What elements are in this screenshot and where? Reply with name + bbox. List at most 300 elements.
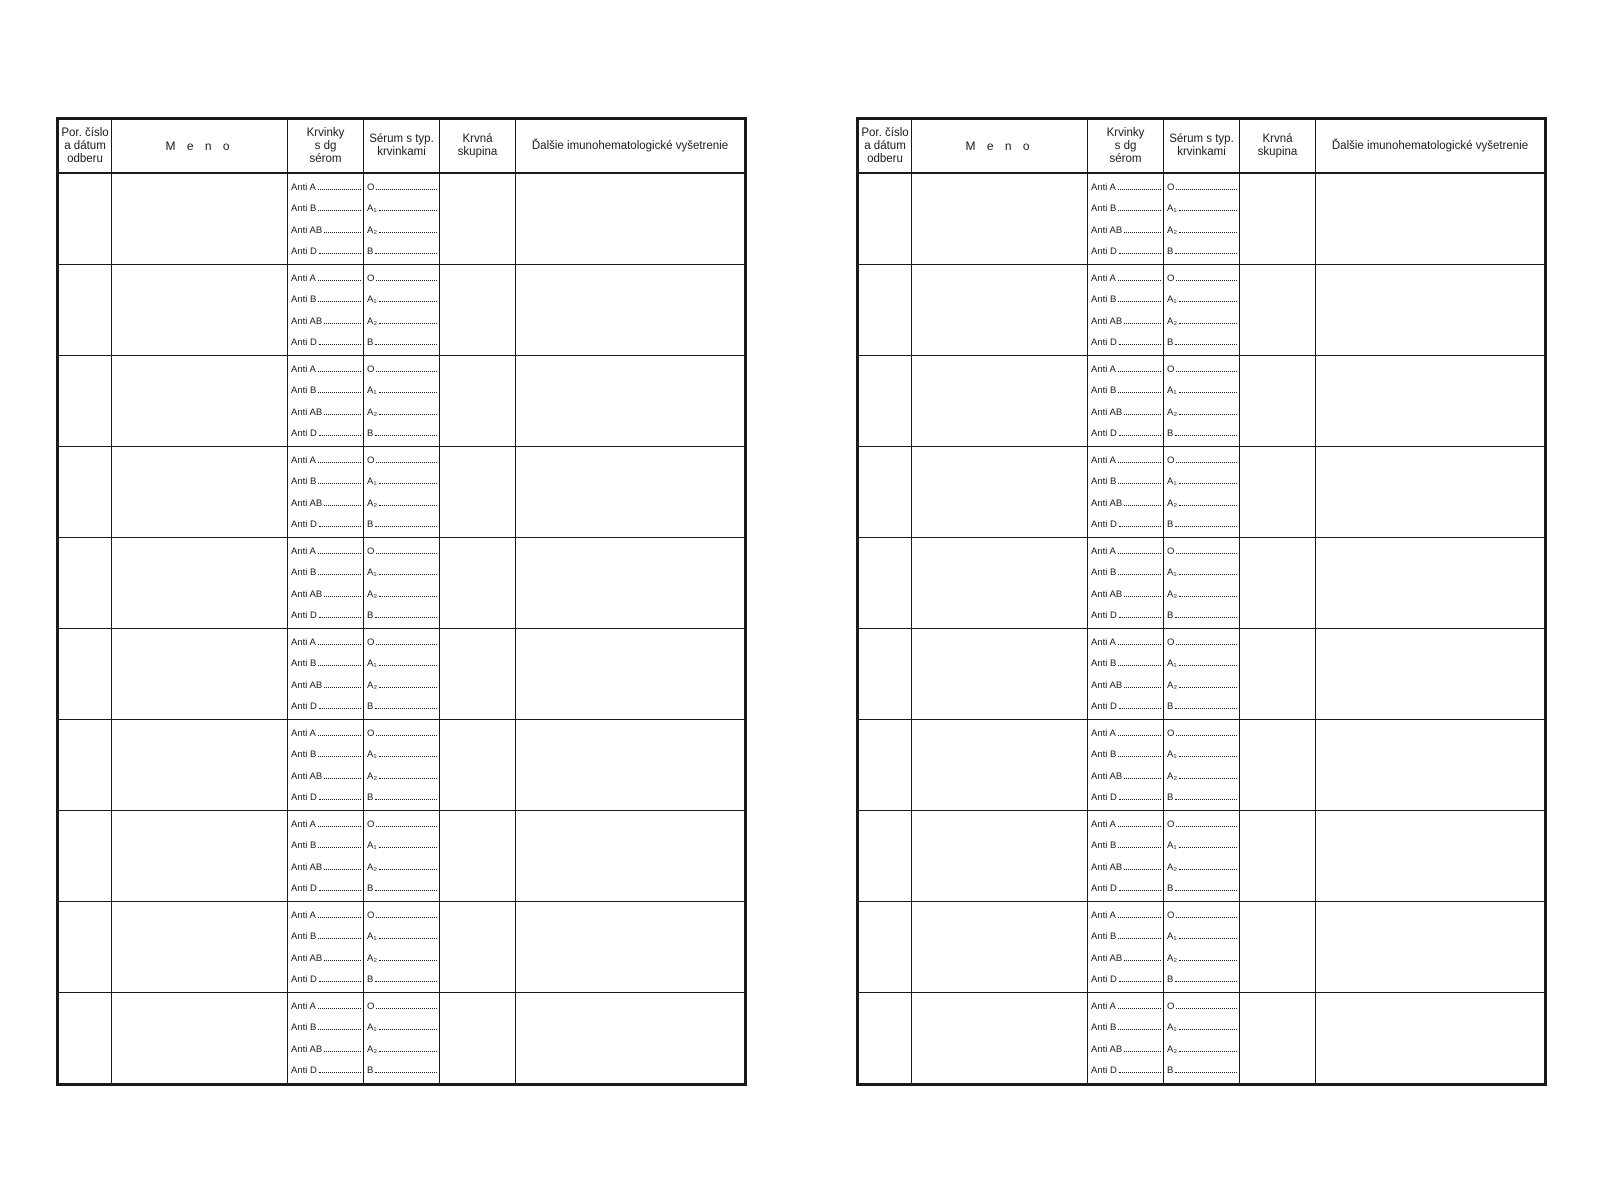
fill-in-dotted-line[interactable] — [1179, 475, 1237, 484]
serum-line[interactable] — [367, 636, 437, 648]
meno-cell[interactable] — [112, 538, 288, 629]
dalsie-cell[interactable] — [1316, 720, 1546, 811]
dalsie-cell[interactable] — [516, 902, 746, 993]
serum-line[interactable] — [1167, 475, 1237, 487]
fill-in-dotted-line[interactable] — [1119, 336, 1161, 345]
krvinky-line[interactable] — [1091, 748, 1161, 760]
por-cislo-cell[interactable] — [58, 173, 112, 265]
krvinky-line[interactable] — [1091, 930, 1161, 942]
meno-cell[interactable] — [912, 902, 1088, 993]
fill-in-dotted-line[interactable] — [1176, 454, 1237, 463]
fill-in-dotted-line[interactable] — [379, 770, 437, 779]
fill-in-dotted-line[interactable] — [379, 748, 437, 757]
serum-line[interactable] — [1167, 518, 1237, 530]
por-cislo-cell[interactable] — [858, 265, 912, 356]
fill-in-dotted-line[interactable] — [1124, 497, 1161, 506]
krvinky-line[interactable] — [291, 700, 361, 712]
meno-cell[interactable] — [112, 811, 288, 902]
serum-line[interactable] — [367, 224, 437, 236]
serum-line[interactable] — [367, 818, 437, 830]
fill-in-dotted-line[interactable] — [1179, 224, 1237, 233]
dalsie-cell[interactable] — [516, 629, 746, 720]
fill-in-dotted-line[interactable] — [1118, 909, 1161, 918]
krvinky-line[interactable] — [1091, 657, 1161, 669]
fill-in-dotted-line[interactable] — [375, 791, 437, 800]
krvinky-line[interactable] — [1091, 454, 1161, 466]
fill-in-dotted-line[interactable] — [1118, 293, 1161, 302]
krvinky-line[interactable] — [1091, 1064, 1161, 1076]
fill-in-dotted-line[interactable] — [1118, 363, 1161, 372]
fill-in-dotted-line[interactable] — [376, 545, 437, 554]
krvna-skupina-cell[interactable] — [1240, 447, 1316, 538]
serum-line[interactable] — [367, 475, 437, 487]
fill-in-dotted-line[interactable] — [324, 770, 361, 779]
krvinky-line[interactable] — [1091, 363, 1161, 375]
fill-in-dotted-line[interactable] — [318, 636, 361, 645]
por-cislo-cell[interactable] — [58, 811, 112, 902]
krvinky-line[interactable] — [1091, 839, 1161, 851]
fill-in-dotted-line[interactable] — [1175, 882, 1237, 891]
fill-in-dotted-line[interactable] — [1179, 679, 1237, 688]
fill-in-dotted-line[interactable] — [319, 882, 361, 891]
dalsie-cell[interactable] — [516, 356, 746, 447]
fill-in-dotted-line[interactable] — [375, 882, 437, 891]
serum-line[interactable] — [367, 336, 437, 348]
serum-line[interactable] — [1167, 636, 1237, 648]
krvinky-line[interactable] — [1091, 293, 1161, 305]
fill-in-dotted-line[interactable] — [319, 700, 361, 709]
fill-in-dotted-line[interactable] — [376, 272, 437, 281]
serum-line[interactable] — [1167, 1043, 1237, 1055]
fill-in-dotted-line[interactable] — [318, 545, 361, 554]
fill-in-dotted-line[interactable] — [379, 406, 437, 415]
krvinky-line[interactable] — [1091, 224, 1161, 236]
fill-in-dotted-line[interactable] — [1118, 636, 1161, 645]
serum-line[interactable] — [367, 406, 437, 418]
krvinky-line[interactable] — [291, 566, 361, 578]
fill-in-dotted-line[interactable] — [379, 497, 437, 506]
serum-line[interactable] — [367, 518, 437, 530]
fill-in-dotted-line[interactable] — [319, 973, 361, 982]
fill-in-dotted-line[interactable] — [376, 818, 437, 827]
serum-line[interactable] — [1167, 909, 1237, 921]
fill-in-dotted-line[interactable] — [1176, 727, 1237, 736]
krvinky-line[interactable] — [291, 930, 361, 942]
krvinky-line[interactable] — [1091, 818, 1161, 830]
meno-cell[interactable] — [912, 720, 1088, 811]
krvinky-line[interactable] — [291, 181, 361, 193]
serum-line[interactable] — [367, 748, 437, 760]
fill-in-dotted-line[interactable] — [1176, 181, 1237, 190]
serum-line[interactable] — [1167, 657, 1237, 669]
dalsie-cell[interactable] — [516, 265, 746, 356]
krvna-skupina-cell[interactable] — [440, 811, 516, 902]
serum-line[interactable] — [1167, 700, 1237, 712]
fill-in-dotted-line[interactable] — [379, 475, 437, 484]
meno-cell[interactable] — [912, 447, 1088, 538]
fill-in-dotted-line[interactable] — [1124, 1043, 1161, 1052]
fill-in-dotted-line[interactable] — [379, 930, 437, 939]
serum-line[interactable] — [1167, 1000, 1237, 1012]
fill-in-dotted-line[interactable] — [1118, 748, 1161, 757]
meno-cell[interactable] — [112, 993, 288, 1085]
krvinky-line[interactable] — [1091, 588, 1161, 600]
krvinky-line[interactable] — [1091, 1021, 1161, 1033]
fill-in-dotted-line[interactable] — [1179, 293, 1237, 302]
fill-in-dotted-line[interactable] — [375, 700, 437, 709]
meno-cell[interactable] — [912, 811, 1088, 902]
serum-line[interactable] — [1167, 727, 1237, 739]
serum-line[interactable] — [367, 545, 437, 557]
fill-in-dotted-line[interactable] — [324, 861, 361, 870]
serum-line[interactable] — [1167, 748, 1237, 760]
fill-in-dotted-line[interactable] — [1118, 454, 1161, 463]
fill-in-dotted-line[interactable] — [1179, 588, 1237, 597]
fill-in-dotted-line[interactable] — [319, 427, 361, 436]
krvinky-line[interactable] — [1091, 202, 1161, 214]
serum-line[interactable] — [367, 609, 437, 621]
krvinky-line[interactable] — [1091, 791, 1161, 803]
dalsie-cell[interactable] — [1316, 265, 1546, 356]
krvna-skupina-cell[interactable] — [440, 265, 516, 356]
por-cislo-cell[interactable] — [58, 993, 112, 1085]
serum-line[interactable] — [1167, 1021, 1237, 1033]
fill-in-dotted-line[interactable] — [1118, 818, 1161, 827]
krvinky-line[interactable] — [1091, 609, 1161, 621]
fill-in-dotted-line[interactable] — [1175, 609, 1237, 618]
serum-line[interactable] — [1167, 202, 1237, 214]
dalsie-cell[interactable] — [1316, 902, 1546, 993]
fill-in-dotted-line[interactable] — [1118, 839, 1161, 848]
meno-cell[interactable] — [912, 629, 1088, 720]
serum-line[interactable] — [367, 909, 437, 921]
fill-in-dotted-line[interactable] — [319, 245, 361, 254]
serum-line[interactable] — [367, 1021, 437, 1033]
krvinky-line[interactable] — [1091, 952, 1161, 964]
krvinky-line[interactable] — [291, 1021, 361, 1033]
krvinky-line[interactable] — [1091, 427, 1161, 439]
dalsie-cell[interactable] — [1316, 993, 1546, 1085]
por-cislo-cell[interactable] — [58, 720, 112, 811]
fill-in-dotted-line[interactable] — [376, 636, 437, 645]
dalsie-cell[interactable] — [1316, 356, 1546, 447]
krvinky-line[interactable] — [291, 315, 361, 327]
dalsie-cell[interactable] — [516, 811, 746, 902]
serum-line[interactable] — [367, 770, 437, 782]
krvna-skupina-cell[interactable] — [440, 629, 516, 720]
krvinky-line[interactable] — [291, 679, 361, 691]
fill-in-dotted-line[interactable] — [375, 245, 437, 254]
fill-in-dotted-line[interactable] — [318, 272, 361, 281]
fill-in-dotted-line[interactable] — [379, 952, 437, 961]
fill-in-dotted-line[interactable] — [1179, 384, 1237, 393]
fill-in-dotted-line[interactable] — [318, 727, 361, 736]
krvinky-line[interactable] — [1091, 566, 1161, 578]
por-cislo-cell[interactable] — [858, 993, 912, 1085]
fill-in-dotted-line[interactable] — [318, 293, 361, 302]
serum-line[interactable] — [1167, 497, 1237, 509]
krvna-skupina-cell[interactable] — [440, 447, 516, 538]
fill-in-dotted-line[interactable] — [324, 1043, 361, 1052]
krvinky-line[interactable] — [1091, 406, 1161, 418]
dalsie-cell[interactable] — [516, 447, 746, 538]
krvna-skupina-cell[interactable] — [1240, 538, 1316, 629]
dalsie-cell[interactable] — [1316, 811, 1546, 902]
krvinky-line[interactable] — [291, 748, 361, 760]
krvna-skupina-cell[interactable] — [440, 538, 516, 629]
fill-in-dotted-line[interactable] — [1179, 406, 1237, 415]
fill-in-dotted-line[interactable] — [1124, 588, 1161, 597]
serum-line[interactable] — [1167, 818, 1237, 830]
fill-in-dotted-line[interactable] — [379, 839, 437, 848]
krvna-skupina-cell[interactable] — [1240, 720, 1316, 811]
fill-in-dotted-line[interactable] — [324, 952, 361, 961]
fill-in-dotted-line[interactable] — [379, 224, 437, 233]
krvinky-line[interactable] — [291, 727, 361, 739]
fill-in-dotted-line[interactable] — [318, 202, 361, 211]
serum-line[interactable] — [1167, 930, 1237, 942]
krvinky-line[interactable] — [291, 861, 361, 873]
krvinky-line[interactable] — [291, 973, 361, 985]
meno-cell[interactable] — [912, 265, 1088, 356]
fill-in-dotted-line[interactable] — [1176, 363, 1237, 372]
fill-in-dotted-line[interactable] — [1124, 406, 1161, 415]
krvinky-line[interactable] — [291, 657, 361, 669]
serum-line[interactable] — [367, 315, 437, 327]
serum-line[interactable] — [1167, 861, 1237, 873]
serum-line[interactable] — [367, 930, 437, 942]
fill-in-dotted-line[interactable] — [1118, 1000, 1161, 1009]
fill-in-dotted-line[interactable] — [1176, 272, 1237, 281]
fill-in-dotted-line[interactable] — [324, 406, 361, 415]
serum-line[interactable] — [1167, 272, 1237, 284]
serum-line[interactable] — [1167, 427, 1237, 439]
fill-in-dotted-line[interactable] — [1175, 518, 1237, 527]
fill-in-dotted-line[interactable] — [1179, 839, 1237, 848]
serum-line[interactable] — [1167, 224, 1237, 236]
serum-line[interactable] — [367, 1064, 437, 1076]
krvinky-line[interactable] — [291, 272, 361, 284]
por-cislo-cell[interactable] — [58, 902, 112, 993]
serum-line[interactable] — [367, 861, 437, 873]
krvinky-line[interactable] — [1091, 545, 1161, 557]
krvinky-line[interactable] — [291, 384, 361, 396]
fill-in-dotted-line[interactable] — [1118, 384, 1161, 393]
serum-line[interactable] — [367, 566, 437, 578]
fill-in-dotted-line[interactable] — [1124, 861, 1161, 870]
fill-in-dotted-line[interactable] — [1176, 818, 1237, 827]
krvinky-line[interactable] — [291, 818, 361, 830]
krvinky-line[interactable] — [1091, 384, 1161, 396]
krvna-skupina-cell[interactable] — [440, 720, 516, 811]
fill-in-dotted-line[interactable] — [324, 588, 361, 597]
krvinky-line[interactable] — [291, 545, 361, 557]
fill-in-dotted-line[interactable] — [1118, 181, 1161, 190]
meno-cell[interactable] — [912, 173, 1088, 265]
meno-cell[interactable] — [112, 356, 288, 447]
serum-line[interactable] — [367, 839, 437, 851]
fill-in-dotted-line[interactable] — [1119, 245, 1161, 254]
fill-in-dotted-line[interactable] — [375, 609, 437, 618]
fill-in-dotted-line[interactable] — [324, 315, 361, 324]
fill-in-dotted-line[interactable] — [376, 909, 437, 918]
fill-in-dotted-line[interactable] — [1179, 566, 1237, 575]
serum-line[interactable] — [1167, 245, 1237, 257]
fill-in-dotted-line[interactable] — [318, 181, 361, 190]
dalsie-cell[interactable] — [1316, 629, 1546, 720]
serum-line[interactable] — [367, 1043, 437, 1055]
fill-in-dotted-line[interactable] — [379, 1043, 437, 1052]
krvinky-line[interactable] — [291, 770, 361, 782]
krvinky-line[interactable] — [291, 952, 361, 964]
krvinky-line[interactable] — [291, 245, 361, 257]
fill-in-dotted-line[interactable] — [379, 1021, 437, 1030]
krvna-skupina-cell[interactable] — [440, 902, 516, 993]
fill-in-dotted-line[interactable] — [1118, 545, 1161, 554]
serum-line[interactable] — [367, 454, 437, 466]
fill-in-dotted-line[interactable] — [1179, 202, 1237, 211]
por-cislo-cell[interactable] — [858, 538, 912, 629]
fill-in-dotted-line[interactable] — [1179, 930, 1237, 939]
krvinky-line[interactable] — [291, 224, 361, 236]
fill-in-dotted-line[interactable] — [379, 202, 437, 211]
serum-line[interactable] — [367, 973, 437, 985]
krvinky-line[interactable] — [291, 497, 361, 509]
krvinky-line[interactable] — [291, 636, 361, 648]
krvinky-line[interactable] — [291, 475, 361, 487]
fill-in-dotted-line[interactable] — [318, 839, 361, 848]
serum-line[interactable] — [1167, 791, 1237, 803]
fill-in-dotted-line[interactable] — [319, 518, 361, 527]
fill-in-dotted-line[interactable] — [379, 293, 437, 302]
fill-in-dotted-line[interactable] — [1119, 427, 1161, 436]
krvinky-line[interactable] — [291, 882, 361, 894]
serum-line[interactable] — [367, 727, 437, 739]
fill-in-dotted-line[interactable] — [318, 363, 361, 372]
fill-in-dotted-line[interactable] — [375, 518, 437, 527]
fill-in-dotted-line[interactable] — [1124, 224, 1161, 233]
meno-cell[interactable] — [112, 720, 288, 811]
fill-in-dotted-line[interactable] — [379, 679, 437, 688]
fill-in-dotted-line[interactable] — [1124, 315, 1161, 324]
fill-in-dotted-line[interactable] — [318, 818, 361, 827]
fill-in-dotted-line[interactable] — [318, 1000, 361, 1009]
krvinky-line[interactable] — [291, 609, 361, 621]
fill-in-dotted-line[interactable] — [375, 973, 437, 982]
por-cislo-cell[interactable] — [858, 811, 912, 902]
serum-line[interactable] — [367, 791, 437, 803]
krvinky-line[interactable] — [1091, 770, 1161, 782]
fill-in-dotted-line[interactable] — [318, 930, 361, 939]
por-cislo-cell[interactable] — [58, 629, 112, 720]
serum-line[interactable] — [1167, 336, 1237, 348]
fill-in-dotted-line[interactable] — [379, 315, 437, 324]
fill-in-dotted-line[interactable] — [1118, 272, 1161, 281]
fill-in-dotted-line[interactable] — [1124, 679, 1161, 688]
fill-in-dotted-line[interactable] — [324, 224, 361, 233]
krvinky-line[interactable] — [1091, 475, 1161, 487]
meno-cell[interactable] — [912, 993, 1088, 1085]
fill-in-dotted-line[interactable] — [375, 1064, 437, 1073]
fill-in-dotted-line[interactable] — [1175, 791, 1237, 800]
fill-in-dotted-line[interactable] — [1118, 727, 1161, 736]
fill-in-dotted-line[interactable] — [1119, 609, 1161, 618]
krvinky-line[interactable] — [291, 839, 361, 851]
fill-in-dotted-line[interactable] — [1179, 952, 1237, 961]
fill-in-dotted-line[interactable] — [1118, 1021, 1161, 1030]
serum-line[interactable] — [1167, 566, 1237, 578]
fill-in-dotted-line[interactable] — [1179, 1021, 1237, 1030]
fill-in-dotted-line[interactable] — [318, 454, 361, 463]
krvna-skupina-cell[interactable] — [1240, 993, 1316, 1085]
krvinky-line[interactable] — [291, 518, 361, 530]
dalsie-cell[interactable] — [1316, 447, 1546, 538]
krvinky-line[interactable] — [291, 406, 361, 418]
fill-in-dotted-line[interactable] — [379, 384, 437, 393]
fill-in-dotted-line[interactable] — [1176, 636, 1237, 645]
krvna-skupina-cell[interactable] — [1240, 356, 1316, 447]
fill-in-dotted-line[interactable] — [1118, 657, 1161, 666]
krvinky-line[interactable] — [291, 363, 361, 375]
krvna-skupina-cell[interactable] — [440, 356, 516, 447]
dalsie-cell[interactable] — [1316, 173, 1546, 265]
krvinky-line[interactable] — [1091, 909, 1161, 921]
krvinky-line[interactable] — [1091, 861, 1161, 873]
krvinky-line[interactable] — [1091, 1043, 1161, 1055]
fill-in-dotted-line[interactable] — [1118, 202, 1161, 211]
serum-line[interactable] — [1167, 384, 1237, 396]
fill-in-dotted-line[interactable] — [324, 497, 361, 506]
serum-line[interactable] — [1167, 609, 1237, 621]
krvna-skupina-cell[interactable] — [1240, 629, 1316, 720]
krvinky-line[interactable] — [1091, 679, 1161, 691]
meno-cell[interactable] — [112, 265, 288, 356]
krvna-skupina-cell[interactable] — [1240, 173, 1316, 265]
por-cislo-cell[interactable] — [58, 447, 112, 538]
fill-in-dotted-line[interactable] — [319, 336, 361, 345]
fill-in-dotted-line[interactable] — [1179, 748, 1237, 757]
fill-in-dotted-line[interactable] — [1175, 427, 1237, 436]
fill-in-dotted-line[interactable] — [1119, 882, 1161, 891]
por-cislo-cell[interactable] — [858, 629, 912, 720]
krvinky-line[interactable] — [291, 1043, 361, 1055]
dalsie-cell[interactable] — [1316, 538, 1546, 629]
krvinky-line[interactable] — [291, 1064, 361, 1076]
fill-in-dotted-line[interactable] — [1175, 700, 1237, 709]
fill-in-dotted-line[interactable] — [319, 609, 361, 618]
fill-in-dotted-line[interactable] — [1124, 952, 1161, 961]
fill-in-dotted-line[interactable] — [379, 657, 437, 666]
fill-in-dotted-line[interactable] — [1179, 1043, 1237, 1052]
fill-in-dotted-line[interactable] — [375, 427, 437, 436]
fill-in-dotted-line[interactable] — [1119, 1064, 1161, 1073]
fill-in-dotted-line[interactable] — [1119, 973, 1161, 982]
krvinky-line[interactable] — [1091, 882, 1161, 894]
fill-in-dotted-line[interactable] — [318, 657, 361, 666]
por-cislo-cell[interactable] — [58, 356, 112, 447]
fill-in-dotted-line[interactable] — [1175, 1064, 1237, 1073]
serum-line[interactable] — [367, 700, 437, 712]
por-cislo-cell[interactable] — [58, 265, 112, 356]
fill-in-dotted-line[interactable] — [379, 588, 437, 597]
por-cislo-cell[interactable] — [858, 447, 912, 538]
krvinky-line[interactable] — [1091, 727, 1161, 739]
serum-line[interactable] — [367, 952, 437, 964]
fill-in-dotted-line[interactable] — [1179, 770, 1237, 779]
krvinky-line[interactable] — [291, 1000, 361, 1012]
serum-line[interactable] — [1167, 315, 1237, 327]
fill-in-dotted-line[interactable] — [1119, 700, 1161, 709]
